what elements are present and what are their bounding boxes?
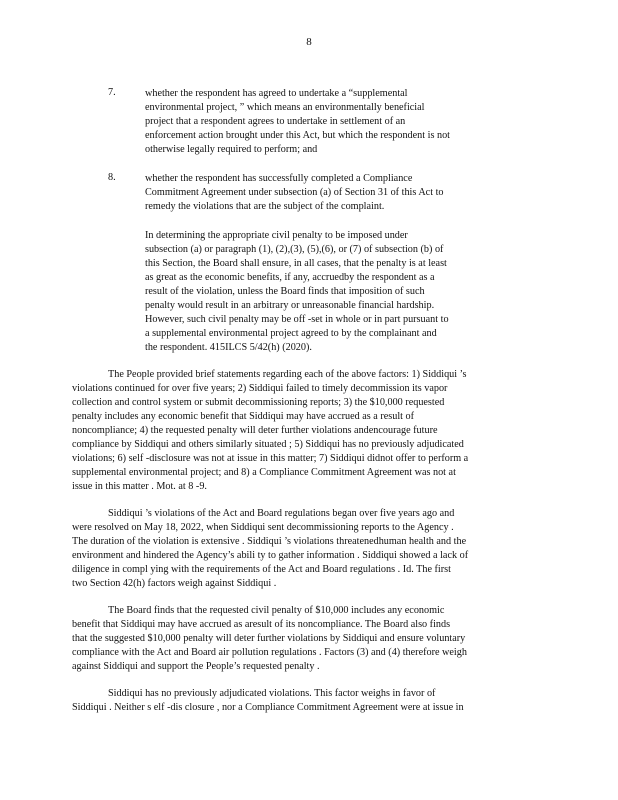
statute-line: as great as the economic benefits, if any, accruedby the respondent as a xyxy=(145,272,435,283)
statute-line: In determining the appropriate civil penalty to be imposed under xyxy=(145,230,408,241)
body-line: Siddiqui has no previously adjudicated violations. This factor weighs in favor of xyxy=(108,688,436,699)
body-line: The People provided brief statements regarding each of the above factors: 1) Siddiqui ’s xyxy=(108,369,467,380)
item-8-line: remedy the violations that are the subject of the complaint. xyxy=(145,201,385,212)
body-line: compliance with the Act and Board air pollution regulations . Factors (3) and (4) therefore weigh xyxy=(72,647,467,658)
body-line: penalty includes any economic benefit that Siddiqui may have accrued as a result of xyxy=(72,411,415,422)
statute-line: result of the violation, unless the Board finds that imposition of such xyxy=(145,286,425,297)
body-line: Siddiqui . Neither s elf -dis closure , nor a Compliance Commitment Agreement were at issue in xyxy=(72,702,464,713)
statute-line: this Section, the Board shall ensure, in all cases, that the penalty is at least xyxy=(145,258,447,269)
body-line: collection and control system or submit decommissioning reports; 3) the $10,000 requested xyxy=(72,397,445,408)
body-line: that the suggested $10,000 penalty will deter further violations by Siddiqui and ensure voluntary xyxy=(72,633,466,644)
statute-line: However, such civil penalty may be off -set in whole or in part pursuant to xyxy=(145,314,449,325)
body-line: Siddiqui ’s violations of the Act and Board regulations began over five years ago and xyxy=(108,508,455,519)
body-line: noncompliance; 4) the requested penalty will deter further violations andencourage future xyxy=(72,425,438,436)
item-7-number: 7. xyxy=(108,87,116,98)
item-8-line: whether the respondent has successfully completed a Compliance xyxy=(145,173,413,184)
body-line: violations continued for over five years; 2) Siddiqui failed to timely decommission its vapor xyxy=(72,383,448,394)
item-7-line: whether the respondent has agreed to undertake a “supplemental xyxy=(145,88,408,99)
item-7-line: otherwise legally required to perform; and xyxy=(145,144,318,155)
statute-line: the respondent. 415ILCS 5/42(h) (2020). xyxy=(145,342,312,353)
page-number: 8 xyxy=(306,36,312,48)
item-8-line: Commitment Agreement under subsection (a) of Section 31 of this Act to xyxy=(145,187,444,198)
body-line: environment and hindered the Agency’s abili ty to gather information . Siddiqui showed a lack of xyxy=(72,550,469,561)
statute-line: a supplemental environmental project agreed to by the complainant and xyxy=(145,328,437,339)
item-7-line: enforcement action brought under this Act, but which the respondent is not xyxy=(145,130,450,141)
body-line: two Section 42(h) factors weigh against Siddiqui . xyxy=(72,578,277,589)
body-line: supplemental environmental project; and 8) a Compliance Commitment Agreement was not at xyxy=(72,467,456,478)
body-line: benefit that Siddiqui may have accrued as aresult of its noncompliance. The Board also finds xyxy=(72,619,451,630)
body-line: against Siddiqui and support the People’s requested penalty . xyxy=(72,661,320,672)
statute-line: subsection (a) or paragraph (1), (2),(3), (5),(6), or (7) of subsection (b) of xyxy=(145,244,444,255)
body-line: The Board finds that the requested civil penalty of $10,000 includes any economic xyxy=(108,605,445,616)
body-line: violations; 6) self -disclosure was not at issue in this matter; 7) Siddiqui didnot offer to perform a xyxy=(72,453,469,464)
body-line: issue in this matter . Mot. at 8 -9. xyxy=(72,481,207,492)
item-7-line: environmental project, ” which means an environmentally beneficial xyxy=(145,102,425,113)
statute-line: penalty would result in an arbitrary or unreasonable financial hardship. xyxy=(145,300,435,311)
body-line: diligence in compl ying with the requirements of the Act and Board regulations . Id. The first xyxy=(72,564,451,575)
item-7-line: project that a respondent agrees to undertake in settlement of an xyxy=(145,116,406,127)
item-8-number: 8. xyxy=(108,172,116,183)
body-line: compliance by Siddiqui and others similarly situated ; 5) Siddiqui has no previously adjudicated xyxy=(72,439,464,450)
body-line: were resolved on May 18, 2022, when Siddiqui sent decommissioning reports to the Agency . xyxy=(72,522,454,533)
body-line: The duration of the violation is extensive . Siddiqui ’s violations threatenedhuman health and the xyxy=(72,536,467,547)
